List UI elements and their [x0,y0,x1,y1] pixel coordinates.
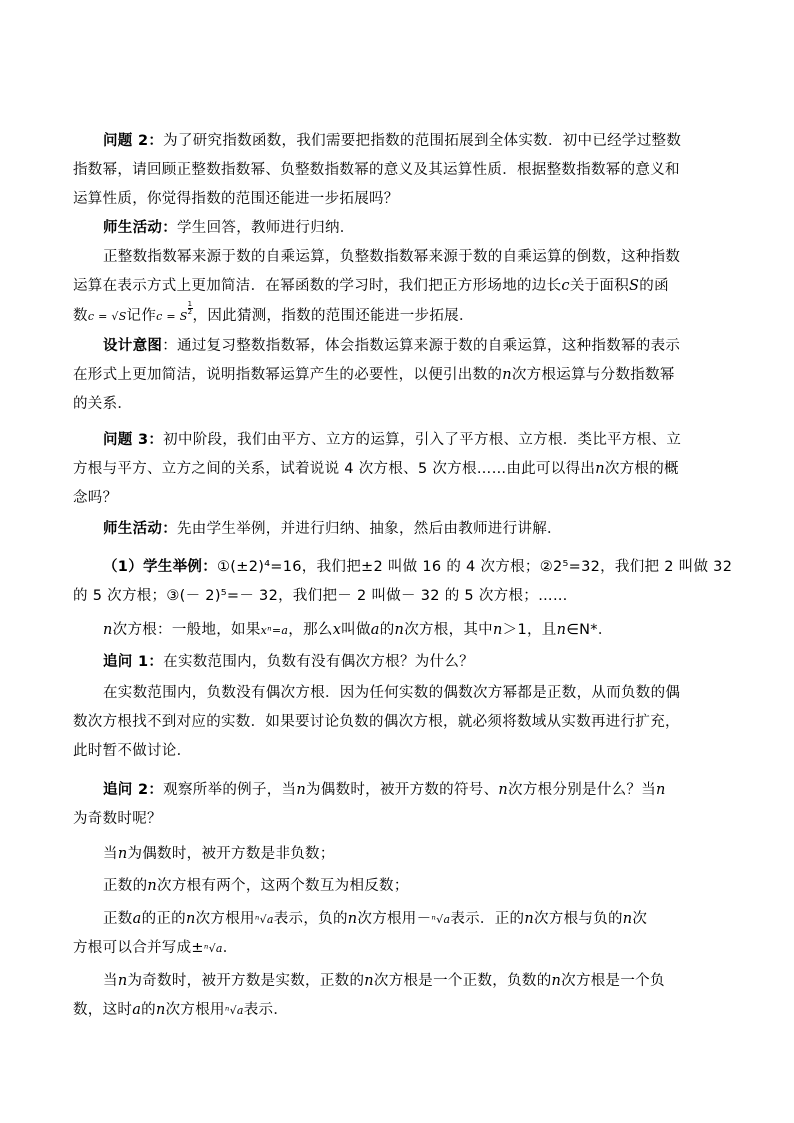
even-line-1: 当n为偶数时，被开方数是非负数； [103,846,335,862]
example-line-1: （1）学生举例：①(±2)⁴=16，我们把±2 叫做 16 的 4 次方根；②2⁵=32，我们把 2 叫做 32 [103,559,733,575]
nth-root-a: ⁿ√a [431,913,451,926]
formula-c-sqrt-s: c = √S [87,310,127,323]
design-line-2: 在形式上更加简洁，说明指数幂运算产生的必要性，以便引出数的n次方根运算与分数指数幂 [73,367,675,383]
followup-2-line-1: 追问 2：观察所举的例子，当n为偶数时，被开方数的符号、n次方根分别是什么？当n [103,782,666,798]
q2-line-1: 问题 2：为了研究指数函数，我们需要把指数的范围拓展到全体实数．初中已经学过整数 [103,133,682,149]
followup-1-answer-3: 此时暂不做讨论． [73,743,192,759]
activity-2: 师生活动：先由学生举例，并进行归纳、抽象，然后由教师进行讲解． [103,521,562,537]
followup-2-line-2: 为奇数时呢？ [73,811,162,827]
p1-line-2: 运算在表示方式上更加简洁．在幂函数的学习时，我们把正方形场地的边长c关于面积S的函 [73,278,669,294]
q2-line-2: 指数幂，请回顾正整数指数幂、负整数指数幂的意义及其运算性质．根据整数指数幂的意义和 [73,162,680,178]
nth-root-a: ⁿ√a [203,942,223,955]
followup-1-answer-1: 在实数范围内，负数没有偶次方根．因为任何实数的偶数次方幂都是正数，从而负数的偶 [103,685,681,701]
odd-line-2: 数，这时a的n次方根用ⁿ√a表示． [73,1002,289,1018]
followup-1-answer-2: 数次方根找不到对应的实数．如果要讨论负数的偶次方根，就必须将数域从实数再进行扩充， [73,714,680,730]
odd-line-1: 当n为奇数时，被开方数是实数，正数的n次方根是一个正数，负数的n次方根是一个负 [103,973,665,989]
q3-line-1: 问题 3：初中阶段，我们由平方、立方的运算，引入了平方根、立方根．类比平方根、立 [103,432,682,448]
even-line-4: 方根可以合并写成±ⁿ√a． [73,940,238,956]
activity-1: 师生活动：学生回答，教师进行归纳． [103,220,355,236]
fraction-one-half: $\frac{1}{2}$ [187,300,193,316]
q3-line-2: 方根与平方、立方之间的关系，试着说说 4 次方根、5 次方根……由此可以得出n次方根的概 [73,461,679,477]
definition: n次方根：一般地，如果xⁿ=a，那么x叫做a的n次方根，其中n＞1，且n∈N*． [103,622,613,638]
p1-line-1: 正整数指数幂来源于数的自乘运算，负整数指数幂来源于数的自乘运算的倒数，这种指数 [103,249,681,265]
nth-root-a: ⁿ√a [224,1004,244,1017]
p1-line-3: 数c = √S记作c = S $\frac{1}{2}$ ，因此猜测，指数的范围还能进一步拓展． [73,300,474,324]
q2-label: 问题 2： [103,133,164,149]
even-line-3: 正数a的正的n次方根用ⁿ√a表示，负的n次方根用－ⁿ√a表示．正的n次方根与负的n次 [103,911,648,927]
example-line-2: 的 5 次方根；③(－ 2)⁵=－ 32，我们把－ 2 叫做－ 32 的 5 次方根；…… [73,588,568,604]
design-line-1: 设计意图：通过复习整数指数幂，体会指数运算来源于数的自乘运算，这种指数幂的表示 [103,338,681,354]
design-line-3: 的关系． [73,396,133,412]
nth-root-a: ⁿ√a [254,913,274,926]
even-line-2: 正数的n次方根有两个，这两个数互为相反数； [103,878,409,894]
formula-c-s-half: c = S [156,310,188,323]
q3-line-3: 念吗？ [73,490,118,506]
q2-line-3: 运算性质，你觉得指数的范围还能进一步拓展吗？ [73,191,399,207]
followup-1: 追问 1：在实数范围内，负数有没有偶次方根？为什么？ [103,654,474,670]
